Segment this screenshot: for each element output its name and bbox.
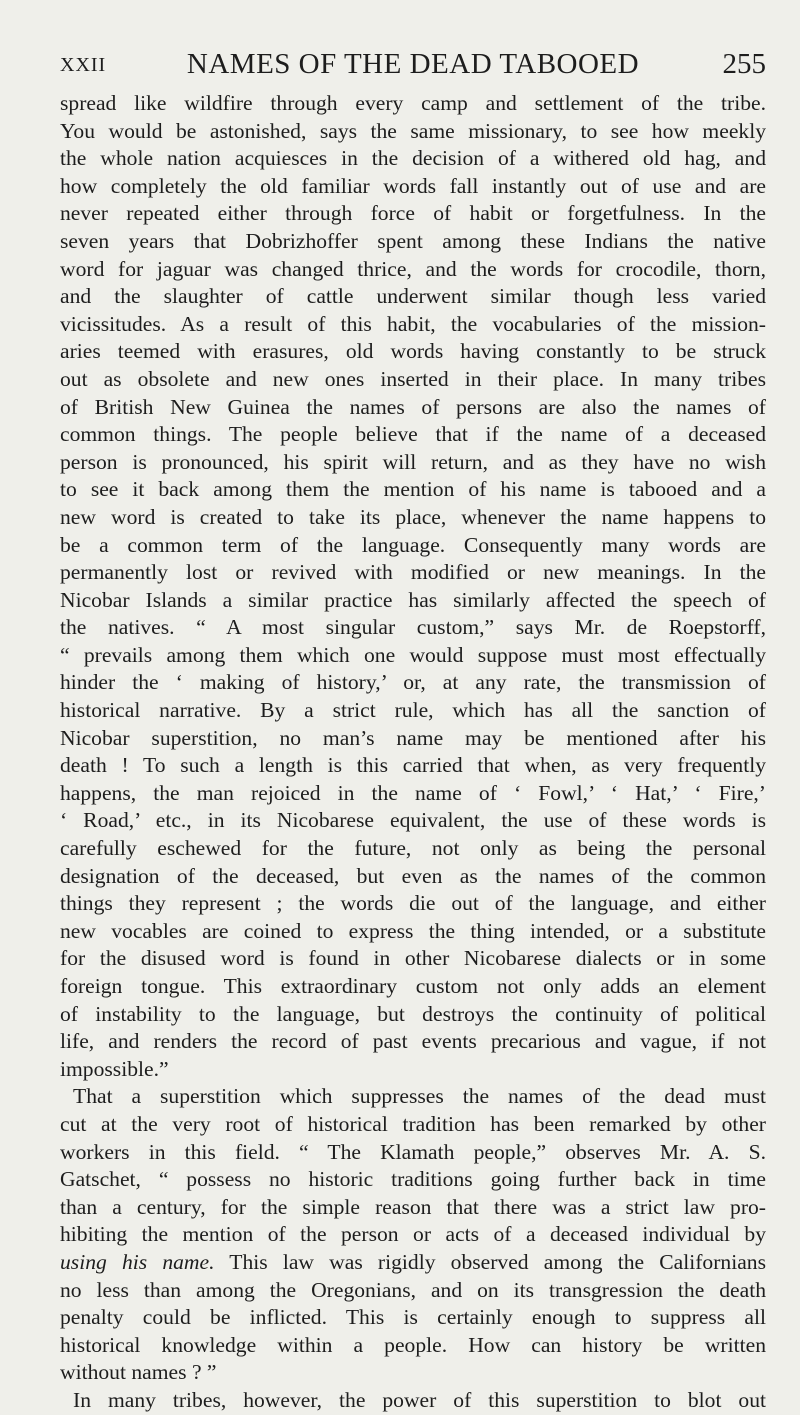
- text-line: out as obsolete and new ones inserted in their place. In many tribes: [60, 366, 766, 391]
- chapter-number: XXII: [60, 54, 107, 76]
- italic-text: using his name.: [60, 1249, 215, 1274]
- text-line: new word is created to take its place, whenever the name happens to: [60, 504, 766, 529]
- text-line: designation of the deceased, but even as the names of the common: [60, 863, 766, 888]
- text-line: be a common term of the language. Consequently many words are: [60, 532, 766, 557]
- text-line: life, and renders the record of past events precarious and vague, if not: [60, 1029, 766, 1054]
- text-line: word for jaguar was changed thrice, and the words for crocodile, thorn,: [60, 256, 766, 281]
- text-line: no less than among the Oregonians, and on its transgression the death: [60, 1277, 766, 1302]
- page-number: 255: [722, 48, 766, 80]
- text-line: In many tribes, however, the power of this superstition to blot out: [73, 1387, 766, 1412]
- text-line: Nicobar superstition, no man’s name may be mentioned after his: [60, 725, 766, 750]
- text-line: to see it back among them the mention of his name is tabooed and a: [60, 477, 766, 502]
- text-line: vicissitudes. As a result of this habit, the vocabularies of the mission-: [60, 311, 766, 336]
- text-line: workers in this field. “ The Klamath people,” observes Mr. A. S.: [60, 1139, 766, 1164]
- text-line: things they represent ; the words die out of the language, and either: [60, 891, 766, 916]
- text-line: Gatschet, “ possess no historic traditions going further back in time: [60, 1167, 766, 1192]
- text-line: carefully eschewed for the future, not only as being the personal: [60, 836, 766, 861]
- text-line: historical knowledge within a people. How can history be written: [60, 1332, 766, 1357]
- text-line: the natives. “ A most singular custom,” says Mr. de Roepstorff,: [60, 615, 766, 640]
- text-line: historical narrative. By a strict rule, which has all the sanction of: [60, 698, 766, 723]
- body-text: [60, 90, 766, 1415]
- text-line: cut at the very root of historical tradition has been remarked by other: [60, 1111, 766, 1136]
- text-line: without names ? ”: [60, 1360, 217, 1385]
- text-line: hinder the ‘ making of history,’ or, at any rate, the transmission of: [60, 670, 766, 695]
- text-line: hibiting the mention of the person or acts of a deceased individual by: [60, 1222, 766, 1247]
- text-line: ‘ Road,’ etc., in its Nicobarese equivalent, the use of these words is: [60, 808, 766, 833]
- running-title: NAMES OF THE DEAD TABOOED: [186, 48, 640, 80]
- text-line: spread like wildfire through every camp and settlement of the tribe.: [60, 91, 766, 115]
- running-header: [60, 48, 766, 88]
- text-line: permanently lost or revived with modified or new meanings. In the: [60, 560, 766, 585]
- text-line: impossible.”: [60, 1056, 169, 1081]
- text-line: person is pronounced, his spirit will return, and as they have no wish: [60, 449, 766, 474]
- text-line: how completely the old familiar words fall instantly out of use and are: [60, 173, 766, 198]
- text-line: foreign tongue. This extraordinary custom not only adds an element: [60, 974, 766, 998]
- text-line: of instability to the language, but destroys the continuity of political: [60, 1001, 766, 1026]
- text-line: for the disused word is found in other Nicobarese dialects or in some: [60, 946, 766, 971]
- text-line: new vocables are coined to express the thing intended, or a substitute: [60, 918, 766, 943]
- text-line: than a century, for the simple reason that there was a strict law pro-: [60, 1194, 766, 1219]
- text-line: You would be astonished, says the same missionary, to see how meekly: [60, 118, 766, 143]
- text-line: common things. The people believe that if the name of a deceased: [60, 422, 766, 447]
- text-line: and the slaughter of cattle underwent similar though less varied: [60, 284, 766, 309]
- text-segment: This law was rigidly observed among the Californians: [214, 1249, 766, 1274]
- text-line: death ! To such a length is this carried that when, as very frequently: [60, 753, 766, 778]
- text-line: of British New Guinea the names of persons are also the names of: [60, 394, 766, 419]
- text-line: Nicobar Islands a similar practice has similarly affected the speech of: [60, 587, 766, 612]
- text-line: the whole nation acquiesces in the decision of a withered old hag, and: [60, 146, 766, 171]
- text-line: penalty could be inflicted. This is certainly enough to suppress all: [60, 1305, 766, 1330]
- text-line: never repeated either through force of habit or forgetfulness. In the: [60, 201, 766, 226]
- text-line: seven years that Dobrizhoffer spent among these Indians the native: [60, 228, 766, 253]
- text-line: [60, 1249, 766, 1277]
- text-line: aries teemed with erasures, old words having constantly to be struck: [60, 339, 766, 364]
- text-line: That a superstition which suppresses the names of the dead must: [73, 1084, 766, 1109]
- text-line: “ prevails among them which one would suppose must most effectually: [60, 642, 766, 667]
- text-line: happens, the man rejoiced in the name of ‘ Fowl,’ ‘ Hat,’ ‘ Fire,’: [60, 780, 766, 805]
